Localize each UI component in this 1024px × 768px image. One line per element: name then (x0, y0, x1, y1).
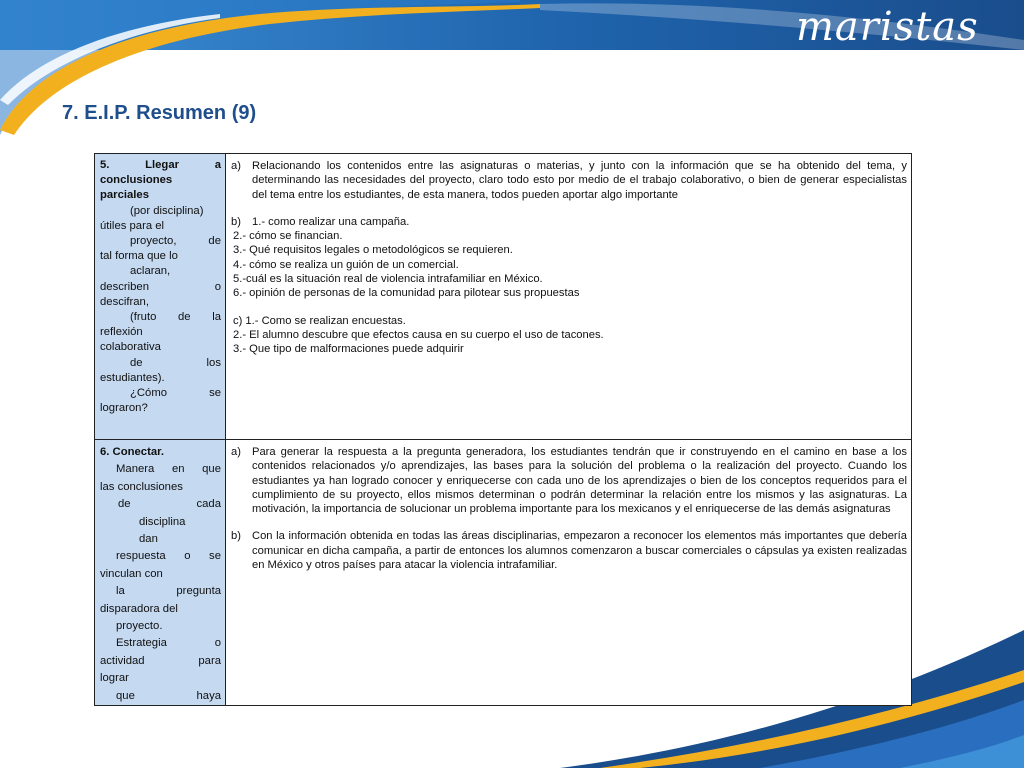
step-body-line: descifran, (100, 295, 149, 308)
step-body-line: tal forma que lo (100, 250, 178, 263)
step-body-line: de los (130, 356, 221, 369)
step-body-line: Estrategia o (116, 637, 221, 650)
step-5-label-cell (95, 154, 226, 439)
list-item: 4.- cómo se realiza un guión de un comercial. (233, 258, 459, 271)
step-body-line: describen o (100, 280, 221, 293)
item-b (231, 215, 907, 229)
list-item: 2.- cómo se financian. (233, 230, 343, 243)
step-body-line: que haya (116, 689, 221, 702)
step-body-line: útiles para el (100, 219, 165, 232)
step-body-line: lograron? (100, 402, 148, 415)
item-label: a) (231, 160, 241, 172)
list-item: 5.-cuál es la situación real de violencia intrafamiliar en México. (233, 273, 543, 286)
step-body-line: (por disciplina) (130, 204, 204, 217)
step-body-line: proyecto. (116, 620, 163, 633)
step-body-line: respuesta o se (116, 550, 221, 563)
step-body-line: aclaran, (130, 265, 171, 278)
step-heading-line: conclusiones (100, 174, 173, 187)
step-body-line: reflexión (100, 326, 143, 339)
step-body-line: proyecto, de (130, 235, 221, 248)
step-body-line: disciplina (139, 515, 186, 528)
step-heading-line: 5. Llegar a (100, 159, 221, 171)
step-body-line: vinculan con (100, 567, 163, 580)
item-text: Relacionando los contenidos entre las asignaturas o materias, y junto con la información que se ha obtenido del tema, y determinando las necesidades del proyecto, claro todo esto por medio de el trabajo colaborativo, o bien de generar especialistas del tema entre los estudiantes, de esta manera, todos pueden aportar algo importante (252, 160, 907, 201)
step-heading-line: parciales (100, 189, 149, 202)
step-body-line: Manera en que (116, 463, 221, 476)
item-b (231, 529, 907, 572)
step-body-line: ¿Cómo se (130, 387, 221, 400)
table-row (95, 440, 911, 705)
step-6-content-cell (227, 440, 911, 705)
step-body-line: (fruto de la (130, 311, 221, 324)
slide-title: 7. E.I.P. Resumen (9) (62, 102, 257, 124)
item-text: Con la información obtenida en todas las áreas disciplinarias, empezaron a reconocer los elementos más importantes que debería comunicar en dicha campaña, a partir de entonces los alumnos comenzaron a buscar comerciales o cápsulas ya existen realizadas en México y otros países para atacar la violencia intrafamiliar. (252, 530, 907, 572)
step-body-line: lograr (100, 672, 129, 685)
list-item: c) 1.- Como se realizan encuestas. (233, 314, 406, 327)
list-item: 3.- Qué requisitos legales o metodológicos se requieren. (233, 244, 513, 257)
list-item: 3.- Que tipo de malformaciones puede adquirir (233, 343, 464, 356)
step-body-line: las conclusiones (100, 480, 183, 493)
item-label: b) (231, 215, 241, 228)
step-body-line: colaborativa (100, 341, 161, 354)
step-body-line: estudiantes). (100, 371, 165, 384)
step-heading: 6. Conectar. (100, 446, 165, 458)
step-body-line: disparadora del (100, 602, 178, 615)
summary-table (94, 153, 912, 706)
item-text: Para generar la respuesta a la pregunta generadora, los estudiantes tendrán que ir construyendo en el camino en base a los contenidos relacionados y/o aprendizajes, las bases para la solución del problema o la realización del proyecto. Cuando los estudiantes ya han logrado conocer y enriquecerse con cada uno de los aprendizajes o bien de los conceptos requeridos para el cumplimiento de su proyecto, ellos mismos determinan o podrán determinar la relación entre los mismos y las asignaturas. La motivación, la importancia de solucionar un problema importante para los mexicanos y el enriquecerse de las demás asignaturas (252, 446, 907, 516)
step-6-label-cell (95, 440, 226, 705)
step-body-line: la pregunta (116, 585, 221, 598)
item-text: 1.- como realizar una campaña. (252, 215, 410, 228)
list-item: 2.- El alumno descubre que efectos causa en su cuerpo el uso de tacones. (233, 328, 604, 341)
list-item: 6.- opinión de personas de la comunidad para pilotear sus propuestas (233, 287, 580, 300)
step-body-line: de cada (118, 498, 221, 511)
item-label: a) (231, 446, 241, 458)
item-a (231, 159, 907, 202)
item-a (231, 445, 907, 516)
step-5-content-cell (227, 154, 911, 439)
step-body-line: actividad para (100, 654, 221, 667)
item-label: b) (231, 530, 241, 543)
table-row (95, 154, 911, 440)
maristas-logo: maristas (796, 4, 979, 50)
step-body-line: dan (139, 533, 158, 546)
